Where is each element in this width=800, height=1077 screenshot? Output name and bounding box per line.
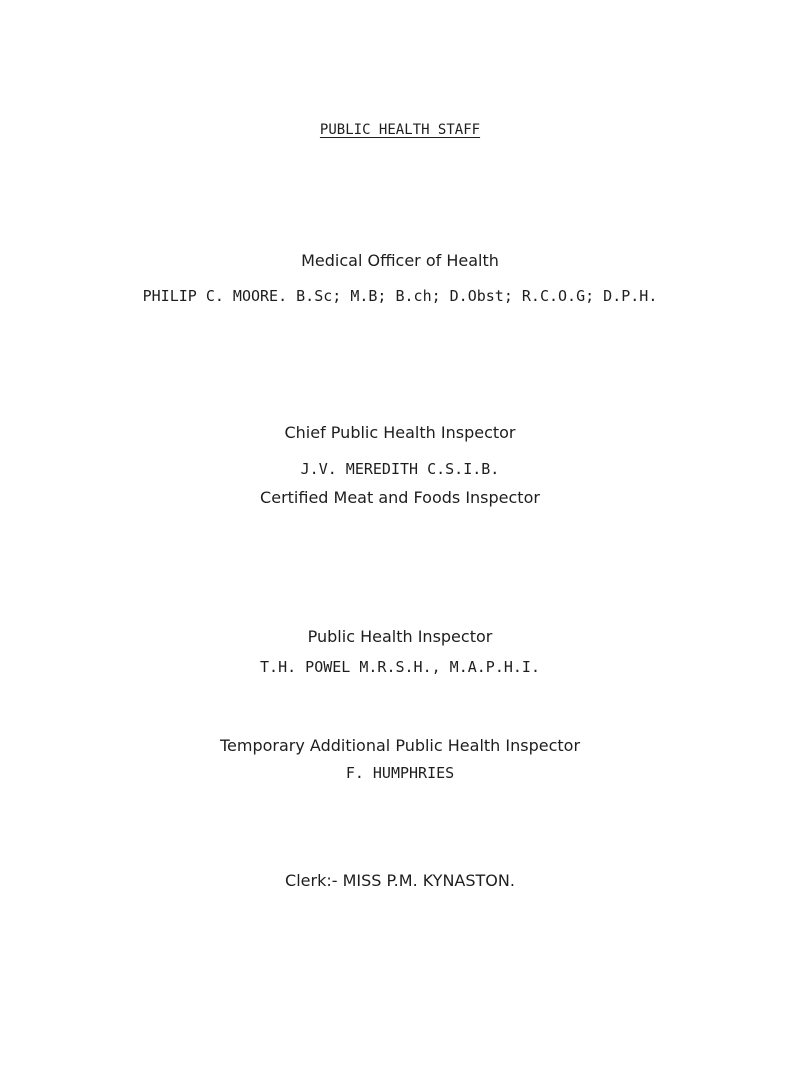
name-public-health-inspector: T.H. POWEL M.R.S.H., M.A.P.H.I.	[260, 658, 540, 676]
name-chief-inspector: J.V. MEREDITH C.S.I.B.	[300, 460, 500, 478]
certification-chief-inspector: Certified Meat and Foods Inspector	[260, 488, 540, 507]
name-temporary-inspector: F. HUMPHRIES	[345, 764, 455, 782]
role-medical-officer: Medical Officer of Health	[301, 251, 499, 270]
clerk-line: Clerk:- MISS P.M. KYNASTON.	[285, 871, 515, 890]
role-temporary-inspector: Temporary Additional Public Health Inspector	[219, 736, 581, 755]
role-chief-inspector: Chief Public Health Inspector	[284, 423, 516, 442]
role-public-health-inspector: Public Health Inspector	[307, 627, 493, 646]
name-medical-officer: PHILIP C. MOORE. B.Sc; M.B; B.ch; D.Obst; R.C.O.G; D.P.H.	[142, 287, 658, 305]
page-title: PUBLIC HEALTH STAFF	[319, 122, 481, 138]
